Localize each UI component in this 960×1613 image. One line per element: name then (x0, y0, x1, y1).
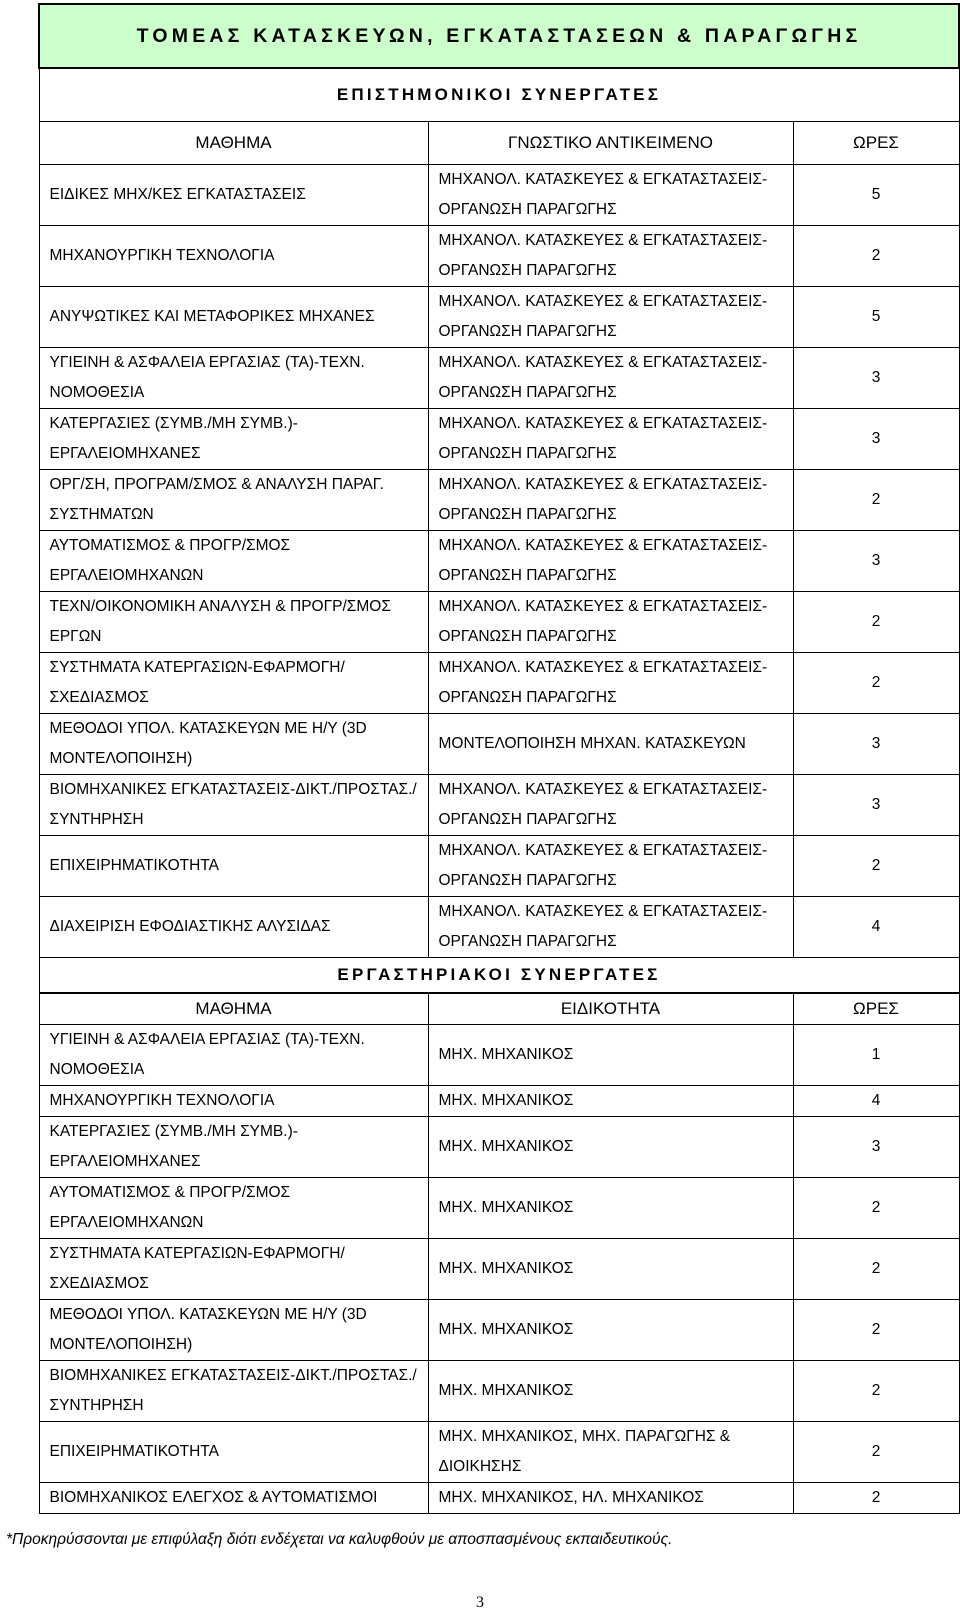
lab-table-row (39, 1025, 959, 1086)
course-cell: ΜΕΘΟΔΟΙ ΥΠΟΛ. ΚΑΤΑΣΚΕΥΩΝ ΜΕ Η/Υ (3D ΜΟΝΤΕΛΟΠΟΙΗΣΗ) (39, 714, 428, 775)
specialty-cell: ΜΗΧ. ΜΗΧΑΝΙΚΟΣ (428, 1178, 793, 1239)
course-cell: ΜΕΘΟΔΟΙ ΥΠΟΛ. ΚΑΤΑΣΚΕΥΩΝ ΜΕ Η/Υ (3D ΜΟΝΤΕΛΟΠΟΙΗΣΗ) (39, 1300, 428, 1361)
specialty-cell: ΜΗΧ. ΜΗΧΑΝΙΚΟΣ (428, 1025, 793, 1086)
staffing-table (38, 3, 960, 1514)
hours-cell: 2 (793, 1178, 959, 1239)
subject-cell: ΜΟΝΤΕΛΟΠΟΙΗΣΗ ΜΗΧΑΝ. ΚΑΤΑΣΚΕΥΩΝ (428, 714, 793, 775)
subject-cell: ΜΗΧΑΝΟΛ. ΚΑΤΑΣΚΕΥΕΣ & ΕΓΚΑΤΑΣΤΑΣΕΙΣ-ΟΡΓΑΝΩΣΗ ΠΑΡΑΓΩΓΗΣ (428, 287, 793, 348)
course-cell: ΚΑΤΕΡΓΑΣΙΕΣ (ΣΥΜΒ./ΜΗ ΣΥΜΒ.)-ΕΡΓΑΛΕΙΟΜΗΧΑΝΕΣ (39, 409, 428, 470)
scientific-table-row (39, 226, 959, 287)
hours-cell: 2 (793, 1483, 959, 1514)
course-cell: ΕΠΙΧΕΙΡΗΜΑΤΙΚΟΤΗΤΑ (39, 836, 428, 897)
course-cell: ΚΑΤΕΡΓΑΣΙΕΣ (ΣΥΜΒ./ΜΗ ΣΥΜΒ.)-ΕΡΓΑΛΕΙΟΜΗΧΑΝΕΣ (39, 1117, 428, 1178)
subject-cell: ΜΗΧΑΝΟΛ. ΚΑΤΑΣΚΕΥΕΣ & ΕΓΚΑΤΑΣΤΑΣΕΙΣ-ΟΡΓΑΝΩΣΗ ΠΑΡΑΓΩΓΗΣ (428, 836, 793, 897)
lab-table-row (39, 1086, 959, 1117)
course-cell: ΜΗΧΑΝΟΥΡΓΙΚΗ ΤΕΧΝΟΛΟΓΙΑ (39, 1086, 428, 1117)
hours-cell: 2 (793, 226, 959, 287)
column-header-hours: ΩΡΕΣ (793, 993, 959, 1025)
scientific-table-row (39, 836, 959, 897)
course-cell: ΒΙΟΜΗΧΑΝΙΚΕΣ ΕΓΚΑΤΑΣΤΑΣΕΙΣ-ΔΙΚΤ./ΠΡΟΣΤΑΣ./ΣΥΝΤΗΡΗΣΗ (39, 1361, 428, 1422)
column-header-course: ΜΑΘΗΜΑ (39, 993, 428, 1025)
hours-cell: 2 (793, 470, 959, 531)
scientific-table-row (39, 470, 959, 531)
lab-table-row (39, 1178, 959, 1239)
course-cell: ΕΙΔΙΚΕΣ ΜΗΧ/ΚΕΣ ΕΓΚΑΤΑΣΤΑΣΕΙΣ (39, 165, 428, 226)
hours-cell: 1 (793, 1025, 959, 1086)
course-cell: ΥΓΙΕΙΝΗ & ΑΣΦΑΛΕΙΑ ΕΡΓΑΣΙΑΣ (ΤΑ)-ΤΕΧΝ. ΝΟΜΟΘΕΣΙΑ (39, 348, 428, 409)
hours-cell: 2 (793, 1361, 959, 1422)
specialty-cell: ΜΗΧ. ΜΗΧΑΝΙΚΟΣ (428, 1300, 793, 1361)
scientific-table-row (39, 897, 959, 958)
scientific-table-row (39, 714, 959, 775)
course-cell: ΤΕΧΝ/ΟΙΚΟΝΟΜΙΚΗ ΑΝΑΛΥΣΗ & ΠΡΟΓΡ/ΣΜΟΣ ΕΡΓΩΝ (39, 592, 428, 653)
hours-cell: 3 (793, 714, 959, 775)
hours-cell: 2 (793, 1239, 959, 1300)
lab-header-row (39, 993, 959, 1025)
hours-cell: 3 (793, 409, 959, 470)
scientific-table-row (39, 165, 959, 226)
subject-cell: ΜΗΧΑΝΟΛ. ΚΑΤΑΣΚΕΥΕΣ & ΕΓΚΑΤΑΣΤΑΣΕΙΣ-ΟΡΓΑΝΩΣΗ ΠΑΡΑΓΩΓΗΣ (428, 348, 793, 409)
scientific-header-row (39, 122, 959, 165)
scientific-table-row (39, 531, 959, 592)
course-cell: ΕΠΙΧΕΙΡΗΜΑΤΙΚΟΤΗΤΑ (39, 1422, 428, 1483)
specialty-cell: ΜΗΧ. ΜΗΧΑΝΙΚΟΣ, ΜΗΧ. ΠΑΡΑΓΩΓΗΣ & ΔΙΟΙΚΗΣΗΣ (428, 1422, 793, 1483)
subject-cell: ΜΗΧΑΝΟΛ. ΚΑΤΑΣΚΕΥΕΣ & ΕΓΚΑΤΑΣΤΑΣΕΙΣ-ΟΡΓΑΝΩΣΗ ΠΑΡΑΓΩΓΗΣ (428, 165, 793, 226)
specialty-cell: ΜΗΧ. ΜΗΧΑΝΙΚΟΣ (428, 1086, 793, 1117)
specialty-cell: ΜΗΧ. ΜΗΧΑΝΙΚΟΣ (428, 1239, 793, 1300)
course-cell: ΟΡΓ/ΣΗ, ΠΡΟΓΡΑΜ/ΣΜΟΣ & ΑΝΑΛΥΣΗ ΠΑΡΑΓ. ΣΥΣΤΗΜΑΤΩΝ (39, 470, 428, 531)
course-cell: ΔΙΑΧΕΙΡΙΣΗ ΕΦΟΔΙΑΣΤΙΚΗΣ ΑΛΥΣΙΔΑΣ (39, 897, 428, 958)
hours-cell: 3 (793, 531, 959, 592)
course-cell: ΑΝΥΨΩΤΙΚΕΣ ΚΑΙ ΜΕΤΑΦΟΡΙΚΕΣ ΜΗΧΑΝΕΣ (39, 287, 428, 348)
lab-table-row (39, 1361, 959, 1422)
scientific-table-row (39, 409, 959, 470)
subject-cell: ΜΗΧΑΝΟΛ. ΚΑΤΑΣΚΕΥΕΣ & ΕΓΚΑΤΑΣΤΑΣΕΙΣ-ΟΡΓΑΝΩΣΗ ΠΑΡΑΓΩΓΗΣ (428, 531, 793, 592)
course-cell: ΥΓΙΕΙΝΗ & ΑΣΦΑΛΕΙΑ ΕΡΓΑΣΙΑΣ (ΤΑ)-ΤΕΧΝ. ΝΟΜΟΘΕΣΙΑ (39, 1025, 428, 1086)
hours-cell: 3 (793, 1117, 959, 1178)
course-cell: ΒΙΟΜΗΧΑΝΙΚΟΣ ΕΛΕΓΧΟΣ & ΑΥΤΟΜΑΤΙΣΜΟΙ (39, 1483, 428, 1514)
course-cell: ΑΥΤΟΜΑΤΙΣΜΟΣ & ΠΡΟΓΡ/ΣΜΟΣ ΕΡΓΑΛΕΙΟΜΗΧΑΝΩΝ (39, 531, 428, 592)
subject-cell: ΜΗΧΑΝΟΛ. ΚΑΤΑΣΚΕΥΕΣ & ΕΓΚΑΤΑΣΤΑΣΕΙΣ-ΟΡΓΑΝΩΣΗ ΠΑΡΑΓΩΓΗΣ (428, 409, 793, 470)
lab-table-row (39, 1483, 959, 1514)
hours-cell: 2 (793, 1422, 959, 1483)
scientific-table-row (39, 653, 959, 714)
hours-cell: 5 (793, 165, 959, 226)
scientific-table-row (39, 348, 959, 409)
column-header-subject: ΓΝΩΣΤΙΚΟ ΑΝΤΙΚΕΙΜΕΝΟ (428, 122, 793, 165)
subject-cell: ΜΗΧΑΝΟΛ. ΚΑΤΑΣΚΕΥΕΣ & ΕΓΚΑΤΑΣΤΑΣΕΙΣ-ΟΡΓΑΝΩΣΗ ΠΑΡΑΓΩΓΗΣ (428, 592, 793, 653)
hours-cell: 5 (793, 287, 959, 348)
page-number: 3 (476, 1594, 484, 1611)
scientific-table-row (39, 775, 959, 836)
scientific-table-row (39, 287, 959, 348)
scientific-table-row (39, 592, 959, 653)
lab-table-row (39, 1117, 959, 1178)
hours-cell: 4 (793, 1086, 959, 1117)
lab-table-row (39, 1300, 959, 1361)
lab-section-heading: ΕΡΓΑΣΤΗΡΙΑΚΟΙ ΣΥΝΕΡΓΑΤΕΣ (39, 958, 959, 994)
course-cell: ΑΥΤΟΜΑΤΙΣΜΟΣ & ΠΡΟΓΡ/ΣΜΟΣ ΕΡΓΑΛΕΙΟΜΗΧΑΝΩΝ (39, 1178, 428, 1239)
document-table-wrapper (38, 3, 958, 1514)
subject-cell: ΜΗΧΑΝΟΛ. ΚΑΤΑΣΚΕΥΕΣ & ΕΓΚΑΤΑΣΤΑΣΕΙΣ-ΟΡΓΑΝΩΣΗ ΠΑΡΑΓΩΓΗΣ (428, 226, 793, 287)
column-header-specialty: ΕΙΔΙΚΟΤΗΤΑ (428, 993, 793, 1025)
hours-cell: 3 (793, 775, 959, 836)
course-cell: ΜΗΧΑΝΟΥΡΓΙΚΗ ΤΕΧΝΟΛΟΓΙΑ (39, 226, 428, 287)
course-cell: ΒΙΟΜΗΧΑΝΙΚΕΣ ΕΓΚΑΤΑΣΤΑΣΕΙΣ-ΔΙΚΤ./ΠΡΟΣΤΑΣ./ΣΥΝΤΗΡΗΣΗ (39, 775, 428, 836)
scientific-section-heading: ΕΠΙΣΤΗΜΟΝΙΚΟΙ ΣΥΝΕΡΓΑΤΕΣ (39, 68, 959, 122)
specialty-cell: ΜΗΧ. ΜΗΧΑΝΙΚΟΣ (428, 1361, 793, 1422)
subject-cell: ΜΗΧΑΝΟΛ. ΚΑΤΑΣΚΕΥΕΣ & ΕΓΚΑΤΑΣΤΑΣΕΙΣ-ΟΡΓΑΝΩΣΗ ΠΑΡΑΓΩΓΗΣ (428, 653, 793, 714)
hours-cell: 2 (793, 836, 959, 897)
hours-cell: 3 (793, 348, 959, 409)
course-cell: ΣΥΣΤΗΜΑΤΑ ΚΑΤΕΡΓΑΣΙΩΝ-ΕΦΑΡΜΟΓΗ/ΣΧΕΔΙΑΣΜΟΣ (39, 653, 428, 714)
subject-cell: ΜΗΧΑΝΟΛ. ΚΑΤΑΣΚΕΥΕΣ & ΕΓΚΑΤΑΣΤΑΣΕΙΣ-ΟΡΓΑΝΩΣΗ ΠΑΡΑΓΩΓΗΣ (428, 897, 793, 958)
hours-cell: 2 (793, 592, 959, 653)
footnote: *Προκηρύσσονται με επιφύλαξη διότι ενδέχεται να καλυφθούν με αποσπασμένους εκπαιδευτικούς. (6, 1531, 673, 1548)
hours-cell: 2 (793, 653, 959, 714)
course-cell: ΣΥΣΤΗΜΑΤΑ ΚΑΤΕΡΓΑΣΙΩΝ-ΕΦΑΡΜΟΓΗ/ΣΧΕΔΙΑΣΜΟΣ (39, 1239, 428, 1300)
sector-title: ΤΟΜΕΑΣ ΚΑΤΑΣΚΕΥΩΝ, ΕΓΚΑΤΑΣΤΑΣΕΩΝ & ΠΑΡΑΓΩΓΗΣ (39, 4, 959, 68)
lab-table-row (39, 1239, 959, 1300)
subject-cell: ΜΗΧΑΝΟΛ. ΚΑΤΑΣΚΕΥΕΣ & ΕΓΚΑΤΑΣΤΑΣΕΙΣ-ΟΡΓΑΝΩΣΗ ΠΑΡΑΓΩΓΗΣ (428, 775, 793, 836)
column-header-course: ΜΑΘΗΜΑ (39, 122, 428, 165)
column-header-hours: ΩΡΕΣ (793, 122, 959, 165)
subject-cell: ΜΗΧΑΝΟΛ. ΚΑΤΑΣΚΕΥΕΣ & ΕΓΚΑΤΑΣΤΑΣΕΙΣ-ΟΡΓΑΝΩΣΗ ΠΑΡΑΓΩΓΗΣ (428, 470, 793, 531)
hours-cell: 4 (793, 897, 959, 958)
specialty-cell: ΜΗΧ. ΜΗΧΑΝΙΚΟΣ (428, 1117, 793, 1178)
lab-table-row (39, 1422, 959, 1483)
hours-cell: 2 (793, 1300, 959, 1361)
specialty-cell: ΜΗΧ. ΜΗΧΑΝΙΚΟΣ, ΗΛ. ΜΗΧΑΝΙΚΟΣ (428, 1483, 793, 1514)
